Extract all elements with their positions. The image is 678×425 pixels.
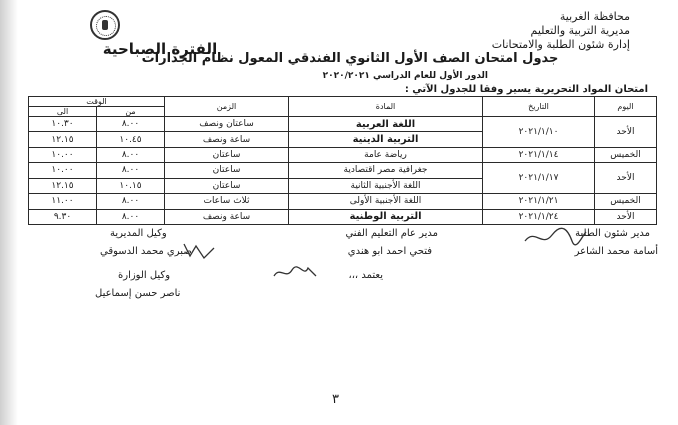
administration: إدارة شئون الطلبة والامتحانات bbox=[491, 38, 630, 51]
ministry-deputy-title: وكيل الوزارة bbox=[118, 270, 171, 281]
cell-from: ١٠.١٥ bbox=[97, 178, 165, 193]
exam-schedule-table bbox=[28, 96, 657, 225]
general-director-title: مدير عام التعليم الفني bbox=[345, 228, 438, 239]
cell-duration: ساعتان bbox=[165, 163, 289, 178]
cell-subject: التربية الوطنية bbox=[289, 209, 483, 224]
cell-date: ٢٠٢١/١/٢١ bbox=[483, 194, 595, 209]
general-director-name: فتحي احمد ابو هندي bbox=[347, 246, 432, 257]
cell-day: الأحد bbox=[595, 163, 657, 194]
ministry-deputy-name: ناصر حسن إسماعيل bbox=[95, 288, 181, 299]
cell-duration: ساعة ونصف bbox=[165, 132, 289, 147]
students-affairs-title: مدير شئون الطلبة bbox=[575, 228, 650, 239]
cell-day: الخميس bbox=[595, 194, 657, 209]
schedule-title: جدول امتحان الصف الأول الثانوي الفندقي المعول نظام الجدارات bbox=[141, 51, 559, 66]
cell-from: ٨.٠٠ bbox=[97, 209, 165, 224]
header-subject: المادة bbox=[289, 97, 483, 117]
table-row bbox=[29, 147, 657, 162]
header-from: من bbox=[97, 107, 165, 117]
table-row bbox=[29, 117, 657, 132]
students-affairs-name: أسامة محمد الشاعر bbox=[574, 246, 658, 257]
cell-date: ٢٠٢١/١/١٠ bbox=[483, 117, 595, 148]
cell-subject: اللغة الأجنبية الثانية bbox=[289, 178, 483, 193]
cell-duration: ساعتان ونصف bbox=[165, 117, 289, 132]
table-row bbox=[29, 163, 657, 178]
cell-date: ٢٠٢١/١/١٤ bbox=[483, 147, 595, 162]
directorate-deputy-title: وكيل المديرية bbox=[110, 228, 167, 239]
directorate-deputy-name: صبري محمد الدسوقي bbox=[100, 246, 192, 257]
cell-duration: ساعة ونصف bbox=[165, 209, 289, 224]
cell-to: ١١.٠٠ bbox=[29, 194, 97, 209]
signature-scribble-icon bbox=[270, 262, 320, 284]
cell-from: ٨.٠٠ bbox=[97, 117, 165, 132]
directorate: مديرية التربية والتعليم bbox=[530, 24, 630, 37]
cell-duration: ساعتان bbox=[165, 147, 289, 162]
cell-to: ١٢.١٥ bbox=[29, 178, 97, 193]
header-day: اليوم bbox=[595, 97, 657, 117]
cell-to: ١٠.٠٠ bbox=[29, 163, 97, 178]
cell-date: ٢٠٢١/١/٢٤ bbox=[483, 209, 595, 224]
table-row bbox=[29, 209, 657, 224]
cell-from: ١٠.٤٥ bbox=[97, 132, 165, 147]
intro-text: امتحان المواد التحريرية يسير وفقا للجدول الآتي : bbox=[404, 84, 648, 95]
signature-scribble-icon bbox=[180, 240, 220, 262]
header-date: التاريخ bbox=[483, 97, 595, 117]
cell-day: الأحد bbox=[595, 117, 657, 148]
header-to: الى bbox=[29, 107, 97, 117]
cell-to: ١٢.١٥ bbox=[29, 132, 97, 147]
page-number: ٣ bbox=[332, 392, 339, 407]
cell-subject: التربية الدينية bbox=[289, 132, 483, 147]
period-label: الفترة الصباحية bbox=[102, 40, 218, 58]
emblem-icon bbox=[90, 10, 120, 40]
cell-from: ٨.٠٠ bbox=[97, 147, 165, 162]
signature-scribble-icon bbox=[520, 226, 590, 248]
cell-subject: رياضة عامة bbox=[289, 147, 483, 162]
issuer-header bbox=[460, 10, 630, 52]
cell-to: ١٠.٣٠ bbox=[29, 117, 97, 132]
approval-text: يعتمد ،،، bbox=[348, 270, 383, 281]
cell-subject: اللغة الأجنبية الأولى bbox=[289, 194, 483, 209]
table-row bbox=[29, 194, 657, 209]
cell-duration: ثلاث ساعات bbox=[165, 194, 289, 209]
cell-to: ١٠.٠٠ bbox=[29, 147, 97, 162]
cell-subject: اللغة العربية bbox=[289, 117, 483, 132]
header-duration: الزمن bbox=[165, 97, 289, 117]
cell-to: ٩.٣٠ bbox=[29, 209, 97, 224]
cell-from: ٨.٠٠ bbox=[97, 194, 165, 209]
cell-subject: جغرافية مصر اقتصادية bbox=[289, 163, 483, 178]
cell-day: الخميس bbox=[595, 147, 657, 162]
scan-shadow bbox=[0, 0, 18, 425]
cell-from: ٨.٠٠ bbox=[97, 163, 165, 178]
governorate: محافظة الغربية bbox=[559, 10, 630, 23]
cell-day: الأحد bbox=[595, 209, 657, 224]
header-time: الوقت bbox=[29, 97, 165, 107]
exam-round: الدور الأول للعام الدراسي ٢٠٢٠/٢٠٢١ bbox=[322, 71, 488, 81]
cell-duration: ساعتان bbox=[165, 178, 289, 193]
cell-date: ٢٠٢١/١/١٧ bbox=[483, 163, 595, 194]
